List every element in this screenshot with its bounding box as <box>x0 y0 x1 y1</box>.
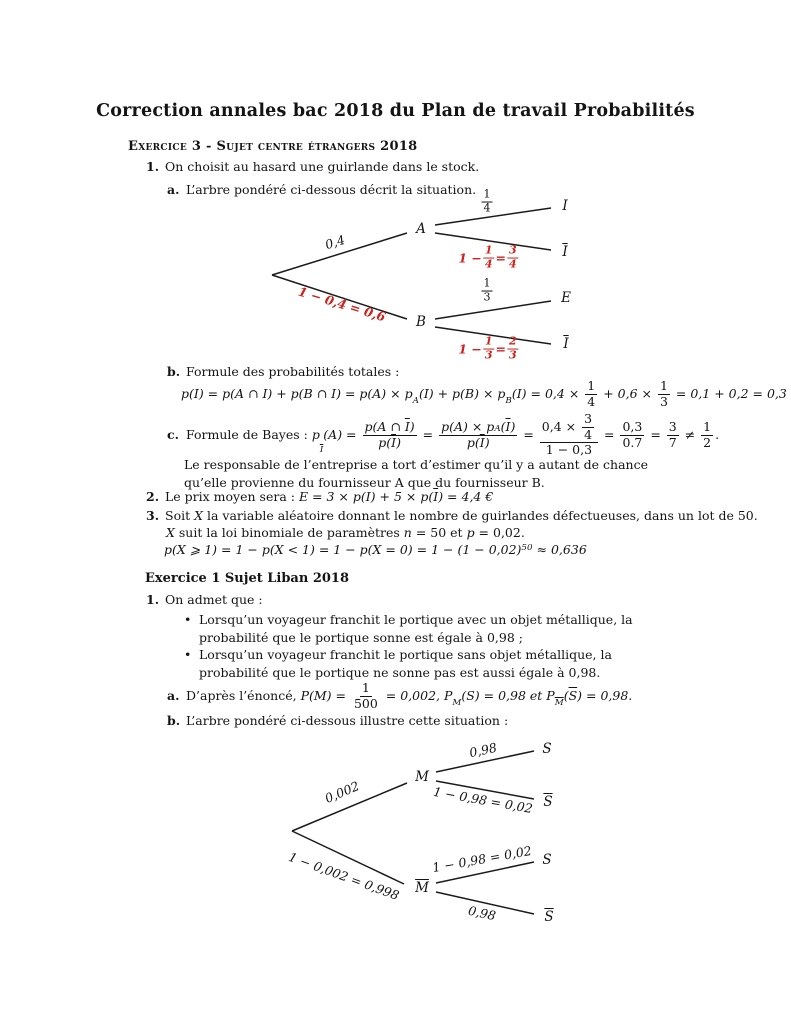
item-text: Soit X la variable aléatoire donnant le nombre de guirlandes défectueuses, dans un lot de 50. <box>165 508 758 523</box>
mean-price-formula: Le prix moyen sera : E = 3 × p(I) + 5 × p( $\overline{I}$ ) = 4,4 € <box>165 489 494 504</box>
item-text: L’arbre pondéré ci-dessous illustre cette situation : <box>186 713 509 728</box>
tree1-edge-label-root-B: 1 − 0,4 = 0,6 <box>296 283 388 325</box>
ex3-item-3-formula <box>164 542 587 558</box>
ex1-item-a <box>167 680 632 712</box>
item-number: a. <box>167 688 180 703</box>
tree2-edge-label-root-Mbar: 1 − 0,002 = 0,998 <box>286 849 402 903</box>
binomial-formula: p(X ⩾ 1) = 1 − p(X < 1) = 1 − p(X = 0) = 1 − (1 − 0,02) 50 ≈ 0,636 <box>164 542 587 557</box>
ex3-item-2 <box>146 489 493 505</box>
item-text: On admet que : <box>165 592 263 607</box>
ex3-item-1 <box>146 159 479 175</box>
bullet-icon: • <box>184 647 192 662</box>
tree2-leaf-S-bar-1: $\overline{S}$ <box>543 794 553 810</box>
bayes-formula: Formule de Bayes : p $\overline{I}$ (A) = p(A ∩ $\overline{I}$ ) p( $\overline{I}$ ) = p(A) × p A ( $\overline{I}$ ) p( $\overline{I}$ ) = 0,4 × $\frac{3}{4}$ 1 − 0,3 = $\frac{0,3}{0.7}$ = $\frac{3}{7}$ ≠ $\frac{1}{2}$ . <box>186 410 720 458</box>
tree2-leaf-S-bar-2: $\overline{S}$ <box>544 909 554 925</box>
item-number: b. <box>167 364 181 379</box>
tree2-node-M: M <box>415 769 429 785</box>
ex3-item-3-line2 <box>166 525 525 541</box>
item-number: 1. <box>146 159 160 174</box>
tree1-node-A: A <box>416 221 426 237</box>
item-text: Formule des probabilités totales : <box>186 364 400 379</box>
item-number: 2. <box>146 489 160 504</box>
tree1-leaf-E: E <box>561 290 571 306</box>
tree1-edge-label-B-Ibar: 1 − $\frac{1}{3}$ = $\frac{2}{3}$ <box>458 334 517 362</box>
tree2-edge-label-Mbar-Sbar: 0,98 <box>466 902 498 924</box>
bullet-item-2 <box>184 646 666 681</box>
tree2-edges <box>280 735 580 935</box>
tree2-leaf-S-2: S <box>542 852 552 868</box>
tree2-edge-label-root-M: 0,002 <box>322 778 362 806</box>
tree1-edge-label-B-E: $\frac{1}{3}$ <box>483 276 491 304</box>
ex3-item-b <box>167 364 399 380</box>
tree2-edge-label-M-S: 0,98 <box>467 739 499 761</box>
tree1-leaf-I-bar: $\overline{I}$ <box>562 244 568 260</box>
ex3-formula-b <box>181 379 787 409</box>
probability-tree-1 <box>260 180 600 375</box>
exercise3-heading: Exercice 3 - Sujet centre étrangers 2018 <box>128 139 418 154</box>
tree1-edge-label-root-A: 0,4 <box>323 231 347 253</box>
given-probabilities-formula: D’après l’énoncé, P(M) = $\frac{1}{500}$ = 0,002, P M (S) = 0,98 et P $\overline{M}$ ( $\overline{S}$ ) = 0,98. <box>186 679 633 711</box>
page-title: Correction annales bac 2018 du Plan de travail Probabilités <box>96 101 695 121</box>
bullet-text: Lorsqu’un voyageur franchit le portique sans objet métallique, la probabilité que le portique ne sonne pas est aussi égale à 0,98. <box>199 647 612 680</box>
tree1-node-B: B <box>416 314 426 330</box>
total-probability-formula: p(I) = p(A ∩ I) + p(B ∩ I) = p(A) × p A (I) + p(B) × p B (I) = 0,4 × $\frac{1}{4}$ + 0,6 × $\frac{1}{3}$ = 0,1 + 0,2 = 0,3 <box>181 377 787 409</box>
item-number: a. <box>167 182 180 197</box>
bullet-text: Lorsqu’un voyageur franchit le portique avec un objet métallique, la probabilité que le portique sonne est égale à 0,98 ; <box>199 612 633 645</box>
tree1-edge-label-A-I: $\frac{1}{4}$ <box>483 187 491 215</box>
item-number: 1. <box>146 592 160 607</box>
ex3-c-paragraph: Le responsable de l’entreprise a tort d’estimer qu’il y a autant de chance qu’elle provienne du fournisseur A que du fournisseur B. <box>184 457 648 490</box>
tree1-leaf-I-bar-2: $\overline{I}$ <box>563 336 569 352</box>
probability-tree-2 <box>280 735 580 935</box>
item-number: c. <box>167 427 179 442</box>
tree2-edge-label-Mbar-S: 1 − 0,98 = 0,02 <box>431 842 533 876</box>
exercise1-heading: Exercice 1 Sujet Liban 2018 <box>145 571 350 586</box>
tree1-edges <box>260 180 600 375</box>
tree1-leaf-I: I <box>562 198 568 214</box>
bullet-icon: • <box>184 612 192 627</box>
ex3-item-c <box>167 412 719 458</box>
ex1-item-1 <box>146 592 263 608</box>
binomial-parameters-text: X suit la loi binomiale de paramètres n = 50 et p = 0,02. <box>166 525 525 540</box>
ex1-item-b <box>167 713 508 729</box>
tree2-node-M-bar: $\overline{M}$ <box>415 880 429 896</box>
tree2-leaf-S-1: S <box>542 741 552 757</box>
item-text: On choisit au hasard une guirlande dans le stock. <box>165 159 480 174</box>
item-text: L’arbre pondéré ci-dessous décrit la situation. <box>186 182 477 197</box>
bullet-item-1 <box>184 611 666 646</box>
tree1-edge-label-A-Ibar: 1 − $\frac{1}{4}$ = $\frac{3}{4}$ <box>458 243 517 271</box>
ex3-item-3 <box>146 508 758 524</box>
item-number: b. <box>167 713 181 728</box>
tree2-edge-label-M-Sbar: 1 − 0,98 = 0,02 <box>432 783 534 817</box>
item-number: 3. <box>146 508 160 523</box>
